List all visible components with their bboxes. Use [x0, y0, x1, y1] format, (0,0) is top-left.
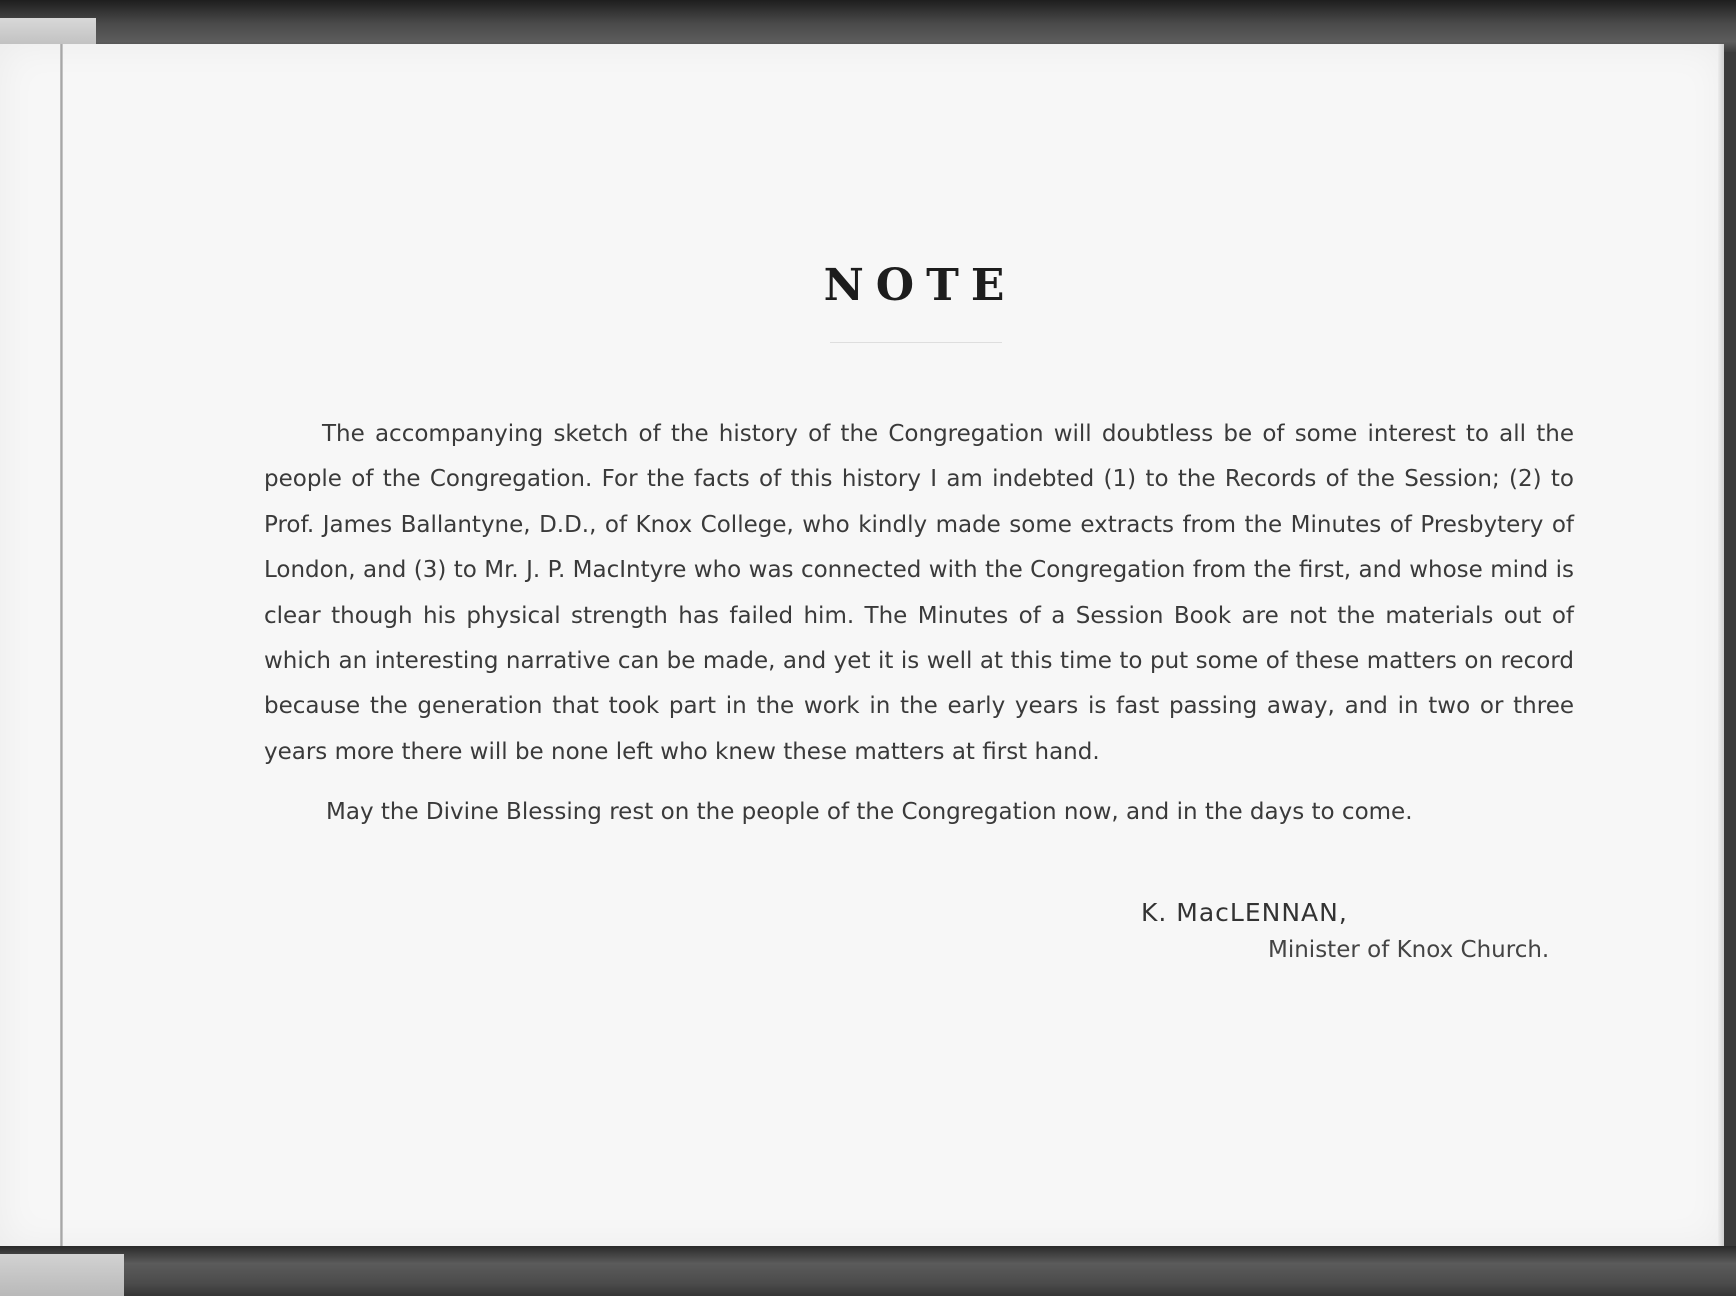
- page-binding-fold: [60, 44, 63, 1248]
- signature-title: Minister of Knox Church.: [1268, 937, 1550, 963]
- scan-bottom-border: [0, 1246, 1736, 1296]
- note-heading: NOTE: [823, 260, 1017, 311]
- page-right-edge: [1718, 44, 1724, 1248]
- note-body: [264, 412, 1574, 836]
- heading-rule: [830, 342, 1002, 343]
- note-paragraph: The accompanying sketch of the history of the Congregation will doubtless be of some interest to all the people of the Congregation. For the facts of this history I am indebted (1) to the Records of the Session; (2) to Prof. James Ballantyne, D.D., of Knox College, who kindly made some extracts from the Minutes of Presbytery of London, and (3) to Mr. J. P. MacIntyre who was connected with the Congregation from the first, and whose mind is clear though his physical strength has failed him. The Minutes of a Session Book are not the materials out of which an interesting narrative can be made, and yet it is well at this time to put some of these matters on record because the generation that took part in the work in the early years is fast passing away, and in two or three years more there will be none left who knew these matters at first hand.: [264, 421, 1574, 765]
- note-paragraph: May the Divine Blessing rest on the people of the Congregation now, and in the days to come.: [326, 799, 1413, 826]
- signature-name: K. MacLENNAN,: [1141, 898, 1348, 927]
- page-corner-bottom: [0, 1254, 124, 1296]
